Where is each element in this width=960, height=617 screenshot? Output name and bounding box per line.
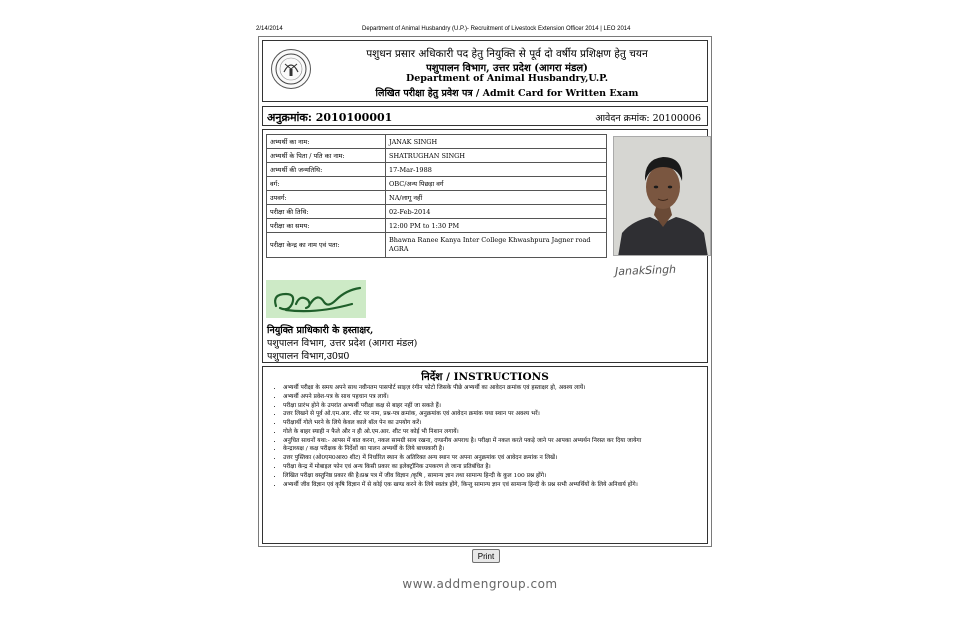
watermark-text: www.addmengroup.com <box>402 577 558 591</box>
up-emblem-icon <box>271 49 311 89</box>
list-item: • गोले के बाहर स्याही न फैले और न ही ओ.एम.आर. शीट पर कोई भी निशान लगायें। <box>283 429 713 437</box>
detail-label: उपवर्ग: <box>267 191 386 205</box>
candidate-section <box>262 129 708 363</box>
application-value: 20100006 <box>652 113 701 124</box>
candidate-photo <box>613 136 711 256</box>
list-item: • उत्तर पुस्तिका (ओ0एम0आर0 शीट) में निर्धारित स्थान के अतिरिक्त अन्य स्थान पर अपना अनुक्रमांक एवं आवेदन क्रमांक न लिखें। <box>283 455 713 463</box>
detail-value: Bhawna Ranee Kanya Inter College Khwashpura Jagner road AGRA <box>386 233 607 258</box>
print-date: 2/14/2014 <box>256 26 283 32</box>
table-row <box>267 205 607 219</box>
print-page-title: Department of Animal Husbandry (U.P.)- Recruitment of Livestock Extension Officer 2014 | LEO 2014 <box>362 26 631 32</box>
admit-card <box>258 36 712 547</box>
authority-signature-image <box>266 280 366 318</box>
list-item: • उत्तर लिखने से पूर्व ओ.एम.आर. शीट पर नाम, प्रश्न-पत्र क्रमांक, अनुक्रमांक एवं आवेदन क्रमांक यथा स्थान पर अवश्य भरें। <box>283 411 713 419</box>
table-row <box>267 135 607 149</box>
roll-value: 2010100001 <box>315 111 393 124</box>
detail-label: अभ्यर्थी की जन्मतिथि: <box>267 163 386 177</box>
list-item: • केन्द्राध्यक्ष / कक्ष परीक्षक के निर्देशों का पालन अभ्यर्थी के लिये बाध्यकारी है। <box>283 446 713 454</box>
detail-value: JANAK SINGH <box>386 135 607 149</box>
table-row <box>267 233 607 258</box>
list-item: • अनुचित साधनों यथा:- आपस में बात करना, नकल सामग्री साथ रखना, दण्डनीय अपराध है। परीक्षा में नकल करते पकड़े जाने पर आपका अभ्यर्थन निरस्त कर दिया जायेगा <box>283 438 713 446</box>
list-item: • अभ्यर्थी जीव विज्ञान एवं कृषि विज्ञान में से कोई एक खण्ड करने के लिये स्वतंत्र होंगे, किन्तु सामान्य ज्ञान एवं सामान्य हिन्दी के प्रश्न सभी अभ्यर्थियों के लिये अनिवार्य होंगे। <box>283 482 713 490</box>
detail-value: OBC/अन्य पिछड़ा वर्ग <box>386 177 607 191</box>
authority-department: पशुपालन विभाग, उत्तर प्रदेश (आगरा मंडल) <box>267 338 418 349</box>
print-button[interactable]: Print <box>472 549 500 563</box>
list-item: • अभ्यर्थी अपने प्रवेश-पत्र के साथ पहचान पत्र लायें। <box>283 394 713 402</box>
table-row <box>267 219 607 233</box>
table-row <box>267 191 607 205</box>
roll-number <box>267 110 392 125</box>
detail-value: 02-Feb-2014 <box>386 205 607 219</box>
detail-label: अभ्यर्थी के पिता / पति का नाम: <box>267 149 386 163</box>
table-row <box>267 163 607 177</box>
list-item: • परीक्षार्थी गोले भरने के लिये केवल काले बॉल पेन का उपयोग करें। <box>283 420 713 428</box>
list-item: • परीक्षा केन्द्र में मोबाइल फोन एवं अन्य किसी प्रकार का इलेक्ट्रॉनिक उपकरण ले जाना प्रतिबंधित है। <box>283 464 713 472</box>
instructions-list <box>273 385 713 490</box>
application-label: आवेदन क्रमांक: <box>595 113 650 124</box>
detail-label: वर्ग: <box>267 177 386 191</box>
detail-label: परीक्षा केन्द्र का नाम एवं पता: <box>267 233 386 258</box>
list-item: • अभ्यर्थी परीक्षा के समय अपने साथ नवीनतम पासपोर्ट साइज़ रंगीन फोटो जिसके पीछे अभ्यर्थी का आवेदन क्रमांक एवं हस्ताक्षर हो, अवश्य लायें। <box>283 385 713 393</box>
title-hindi-selection: पशुधन प्रसार अधिकारी पद हेतु नियुक्ति से पूर्व दो वर्षीय प्रशिक्षण हेतु चयन <box>366 48 648 60</box>
candidate-details-table <box>266 134 607 258</box>
detail-label: परीक्षा की तिथि: <box>267 205 386 219</box>
candidate-signature: JanakSingh <box>614 262 677 279</box>
authority-department-short: पशुपालन विभाग,उ0प्र0 <box>267 351 350 362</box>
title-admit-card: लिखित परीक्षा हेतु प्रवेश पत्र / Admit Card for Written Exam <box>375 88 639 99</box>
roll-number-bar <box>262 106 708 126</box>
authority-signature-label: नियुक्ति प्राधिकारी के हस्ताक्षर, <box>267 325 374 336</box>
detail-label: अभ्यर्थी का नाम: <box>267 135 386 149</box>
detail-value: SHATRUGHAN SINGH <box>386 149 607 163</box>
card-header <box>262 40 708 102</box>
detail-value: 12:00 PM to 1:30 PM <box>386 219 607 233</box>
detail-label: परीक्षा का समय: <box>267 219 386 233</box>
detail-value: 17-Mar-1988 <box>386 163 607 177</box>
table-row <box>267 177 607 191</box>
title-english-department: Department of Animal Husbandry,U.P. <box>405 73 608 84</box>
instructions-section <box>262 366 708 544</box>
title-hindi-department: पशुपालन विभाग, उत्तर प्रदेश (आगरा मंडल) <box>426 63 588 74</box>
roll-label: अनुक्रमांक: <box>267 111 312 124</box>
application-number <box>595 111 701 124</box>
list-item: • परीक्षा प्रारंभ होने के उपरांत अभ्यर्थी परीक्षा कक्ष से बाहर नहीं जा सकते हैं। <box>283 403 713 411</box>
detail-value: NA/लागू नहीं <box>386 191 607 205</box>
list-item: • लिखित परीक्षा वस्तुनिष्ठ प्रकार की है।प्रश्न पत्र में जीव विज्ञान /कृषि , सामान्य ज्ञान तथा सामान्य हिन्दी के कुल 100 प्रश्न होंगे। <box>283 473 713 481</box>
instructions-title: निर्देश / INSTRUCTIONS <box>421 371 549 383</box>
table-row <box>267 149 607 163</box>
